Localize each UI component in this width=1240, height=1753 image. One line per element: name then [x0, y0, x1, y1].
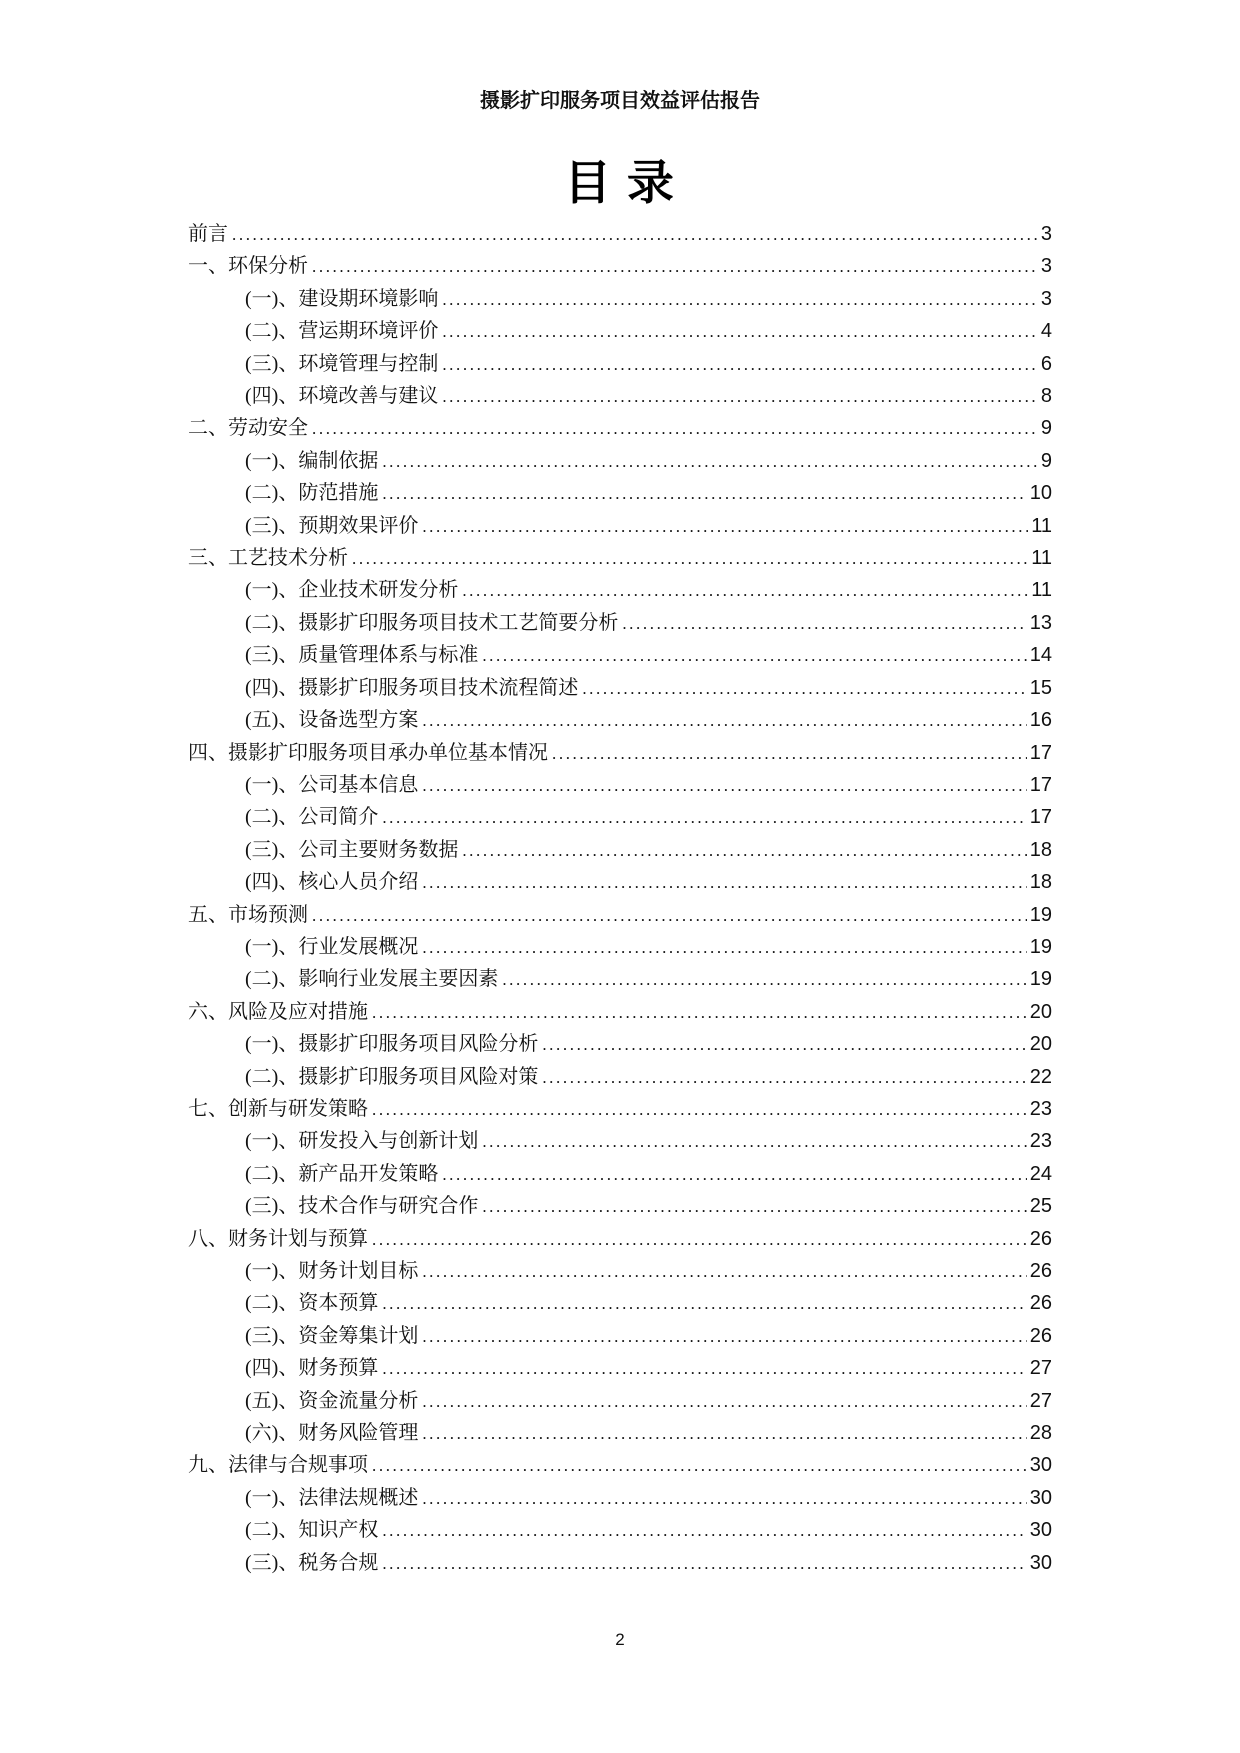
toc-entry-page-number: 30 [1029, 1551, 1052, 1574]
toc-entry-title: (一)、财务计划目标 [245, 1260, 419, 1282]
toc-entry[interactable] [188, 1417, 1052, 1449]
toc-entry-page-number: 23 [1029, 1130, 1052, 1153]
toc-entry-page-number: 9 [1040, 417, 1052, 440]
toc-entry-title: (三)、资金筹集计划 [245, 1324, 419, 1347]
toc-entry-page-number: 17 [1029, 773, 1052, 796]
toc-entry[interactable] [188, 1190, 1052, 1222]
toc-entry-title: (二)、营运期环境评价 [245, 320, 439, 343]
toc-entry[interactable] [188, 866, 1052, 898]
toc-entry-title: (四)、摄影扩印服务项目技术流程简述 [245, 676, 579, 699]
toc-entry[interactable] [188, 412, 1052, 444]
toc-entry-title: (二)、摄影扩印服务项目风险对策 [245, 1065, 539, 1088]
toc-entry-page-number: 14 [1029, 644, 1052, 667]
dot-leader [422, 1256, 1026, 1288]
dot-leader [442, 1159, 1026, 1191]
dot-leader [462, 575, 1028, 607]
toc-entry[interactable] [188, 996, 1052, 1028]
toc-entry-page-number: 11 [1031, 514, 1052, 537]
toc-entry[interactable] [188, 380, 1052, 412]
toc-entry-title: (四)、环境改善与建议 [245, 385, 439, 408]
toc-entry-page-number: 26 [1029, 1227, 1052, 1250]
toc-entry-title: 三、工艺技术分析 [188, 547, 348, 570]
toc-entry-title: 前言 [188, 223, 228, 245]
toc-entry[interactable] [188, 1514, 1052, 1546]
dot-leader [372, 1224, 1027, 1256]
toc-entry[interactable] [188, 1158, 1052, 1190]
dot-leader [442, 284, 1038, 316]
toc-entry-page-number: 19 [1029, 935, 1052, 958]
dot-leader [382, 802, 1026, 834]
toc-entry-title: (三)、环境管理与控制 [245, 352, 439, 375]
toc-entry-title: (四)、核心人员介绍 [245, 871, 419, 894]
toc-entry-title: (一)、企业技术研发分析 [245, 579, 459, 602]
dot-leader [382, 478, 1026, 510]
toc-entry-title: 八、财务计划与预算 [188, 1227, 368, 1250]
dot-leader [382, 1353, 1026, 1385]
toc-entry-title: (二)、防范措施 [245, 482, 379, 505]
toc-entry[interactable] [188, 963, 1052, 995]
toc-entry[interactable] [188, 510, 1052, 542]
dot-leader [542, 1062, 1026, 1094]
toc-entry-title: (二)、新产品开发策略 [245, 1162, 439, 1185]
toc-entry[interactable] [188, 801, 1052, 833]
toc-entry[interactable] [188, 315, 1052, 347]
toc-entry-title: (三)、质量管理体系与标准 [245, 644, 479, 667]
dot-leader [422, 1483, 1026, 1515]
dot-leader [312, 251, 1038, 283]
toc-entry-page-number: 26 [1029, 1324, 1052, 1347]
dot-leader [622, 608, 1026, 640]
toc-entry-page-number: 22 [1029, 1065, 1052, 1088]
dot-leader [542, 1029, 1026, 1061]
toc-entry-title: (一)、建设期环境影响 [245, 287, 439, 310]
dot-leader [422, 1321, 1026, 1353]
toc-entry-title: (二)、资本预算 [245, 1292, 379, 1315]
dot-leader [552, 738, 1027, 770]
toc-entry[interactable] [188, 1449, 1052, 1481]
toc-entry-title: (一)、行业发展概况 [245, 935, 419, 958]
toc-entry-page-number: 27 [1029, 1389, 1052, 1412]
toc-entry-title: (二)、知识产权 [245, 1519, 379, 1542]
dot-leader [382, 1515, 1026, 1547]
footer-page-number: 2 [615, 1630, 625, 1649]
toc-entry[interactable] [188, 639, 1052, 671]
toc-entry-page-number: 16 [1029, 709, 1052, 732]
toc-entry[interactable] [188, 348, 1052, 380]
toc-entry-page-number: 25 [1029, 1195, 1052, 1218]
dot-leader [382, 1548, 1026, 1580]
toc-entry-page-number: 23 [1029, 1097, 1052, 1120]
dot-leader [442, 349, 1038, 381]
table-of-contents [188, 218, 1052, 1579]
dot-leader [422, 1418, 1026, 1450]
toc-entry-title: (六)、财务风险管理 [245, 1422, 419, 1445]
toc-entry-page-number: 3 [1040, 287, 1052, 310]
toc-entry[interactable] [188, 477, 1052, 509]
toc-entry-title: (一)、研发投入与创新计划 [245, 1130, 479, 1153]
toc-entry[interactable] [188, 1028, 1052, 1060]
toc-entry-page-number: 3 [1040, 223, 1052, 245]
toc-entry[interactable] [188, 218, 1052, 250]
dot-leader [442, 381, 1038, 413]
toc-entry-title: (二)、影响行业发展主要因素 [245, 968, 499, 991]
dot-leader [422, 1386, 1026, 1418]
dot-leader [482, 1126, 1026, 1158]
toc-entry-page-number: 26 [1029, 1292, 1052, 1315]
toc-entry-title: (一)、公司基本信息 [245, 773, 419, 796]
dot-leader [422, 705, 1026, 737]
dot-leader [482, 640, 1026, 672]
dot-leader [422, 511, 1028, 543]
dot-leader [442, 316, 1038, 348]
toc-entry-title: (一)、法律法规概述 [245, 1486, 419, 1509]
dot-leader [352, 543, 1028, 575]
toc-entry-page-number: 15 [1029, 676, 1052, 699]
toc-entry-title: 五、市场预测 [188, 903, 308, 926]
toc-entry-page-number: 6 [1040, 352, 1052, 375]
toc-entry-page-number: 11 [1031, 579, 1052, 602]
toc-entry-page-number: 11 [1031, 547, 1052, 570]
toc-entry-title: (五)、设备选型方案 [245, 709, 419, 732]
toc-entry-page-number: 19 [1029, 903, 1052, 926]
toc-entry-page-number: 13 [1029, 611, 1052, 634]
dot-leader [422, 770, 1026, 802]
toc-entry-title: (一)、摄影扩印服务项目风险分析 [245, 1033, 539, 1056]
toc-entry-title: (三)、公司主要财务数据 [245, 838, 459, 861]
dot-leader [502, 964, 1026, 996]
dot-leader [422, 932, 1026, 964]
toc-entry-title: 七、创新与研发策略 [188, 1097, 368, 1120]
dot-leader [312, 900, 1027, 932]
toc-entry-title: 六、风险及应对措施 [188, 1000, 368, 1023]
toc-entry-title: (三)、技术合作与研究合作 [245, 1195, 479, 1218]
running-header: 摄影扩印服务项目效益评估报告 [480, 90, 760, 112]
toc-entry[interactable] [188, 769, 1052, 801]
toc-entry[interactable] [188, 704, 1052, 736]
toc-entry-page-number: 17 [1029, 741, 1052, 764]
dot-leader [582, 673, 1026, 705]
toc-entry-page-number: 20 [1029, 1033, 1052, 1056]
toc-entry[interactable] [188, 574, 1052, 606]
toc-entry-title: 二、劳动安全 [188, 417, 308, 440]
toc-entry[interactable] [188, 931, 1052, 963]
dot-leader [312, 413, 1038, 445]
toc-entry-page-number: 3 [1040, 255, 1052, 278]
toc-entry[interactable] [188, 1223, 1052, 1255]
toc-entry[interactable] [188, 1093, 1052, 1125]
toc-entry-page-number: 9 [1040, 449, 1052, 472]
toc-entry-page-number: 28 [1029, 1422, 1052, 1445]
dot-leader [372, 1094, 1027, 1126]
toc-entry-page-number: 18 [1029, 871, 1052, 894]
dot-leader [372, 997, 1027, 1029]
toc-entry[interactable] [188, 542, 1052, 574]
toc-entry[interactable] [188, 445, 1052, 477]
dot-leader [462, 835, 1026, 867]
toc-entry[interactable] [188, 1125, 1052, 1157]
toc-entry-page-number: 27 [1029, 1357, 1052, 1380]
toc-entry-page-number: 26 [1029, 1260, 1052, 1282]
toc-entry[interactable] [188, 250, 1052, 282]
dot-leader [422, 867, 1026, 899]
dot-leader [382, 1288, 1026, 1320]
toc-entry-page-number: 30 [1029, 1519, 1052, 1542]
toc-entry[interactable] [188, 1320, 1052, 1352]
toc-entry[interactable] [188, 672, 1052, 704]
toc-entry[interactable] [188, 1352, 1052, 1384]
toc-entry-page-number: 30 [1029, 1454, 1052, 1477]
toc-entry-title: 四、摄影扩印服务项目承办单位基本情况 [188, 741, 548, 764]
toc-entry-title: (五)、资金流量分析 [245, 1389, 419, 1412]
toc-entry[interactable] [188, 737, 1052, 769]
toc-entry-page-number: 10 [1029, 482, 1052, 505]
toc-entry[interactable] [188, 283, 1052, 315]
toc-entry-page-number: 18 [1029, 838, 1052, 861]
toc-entry[interactable] [188, 899, 1052, 931]
toc-entry-title: (二)、公司简介 [245, 806, 379, 829]
toc-entry[interactable] [188, 1547, 1052, 1579]
toc-entry-page-number: 24 [1029, 1162, 1052, 1185]
toc-entry-page-number: 17 [1029, 806, 1052, 829]
toc-entry-title: (四)、财务预算 [245, 1357, 379, 1380]
toc-entry-title: (一)、编制依据 [245, 449, 379, 472]
toc-entry[interactable] [188, 1255, 1052, 1287]
toc-entry-title: 九、法律与合规事项 [188, 1454, 368, 1477]
toc-entry-title: (二)、摄影扩印服务项目技术工艺简要分析 [245, 611, 619, 634]
toc-entry[interactable] [188, 1061, 1052, 1093]
toc-entry-title: (三)、税务合规 [245, 1551, 379, 1574]
toc-entry[interactable] [188, 1287, 1052, 1319]
toc-entry-page-number: 4 [1040, 320, 1052, 343]
dot-leader [382, 446, 1038, 478]
dot-leader [482, 1191, 1026, 1223]
toc-entry-page-number: 8 [1040, 385, 1052, 408]
toc-entry[interactable] [188, 607, 1052, 639]
toc-entry-page-number: 20 [1029, 1000, 1052, 1023]
toc-entry-title: 一、环保分析 [188, 255, 308, 278]
toc-entry-title: (三)、预期效果评价 [245, 514, 419, 537]
dot-leader [372, 1450, 1027, 1482]
dot-leader [232, 219, 1038, 251]
toc-entry-page-number: 19 [1029, 968, 1052, 991]
toc-entry-page-number: 30 [1029, 1486, 1052, 1509]
toc-entry[interactable] [188, 1482, 1052, 1514]
toc-entry[interactable] [188, 834, 1052, 866]
toc-entry[interactable] [188, 1385, 1052, 1417]
page-title: 目 录 [564, 158, 676, 210]
